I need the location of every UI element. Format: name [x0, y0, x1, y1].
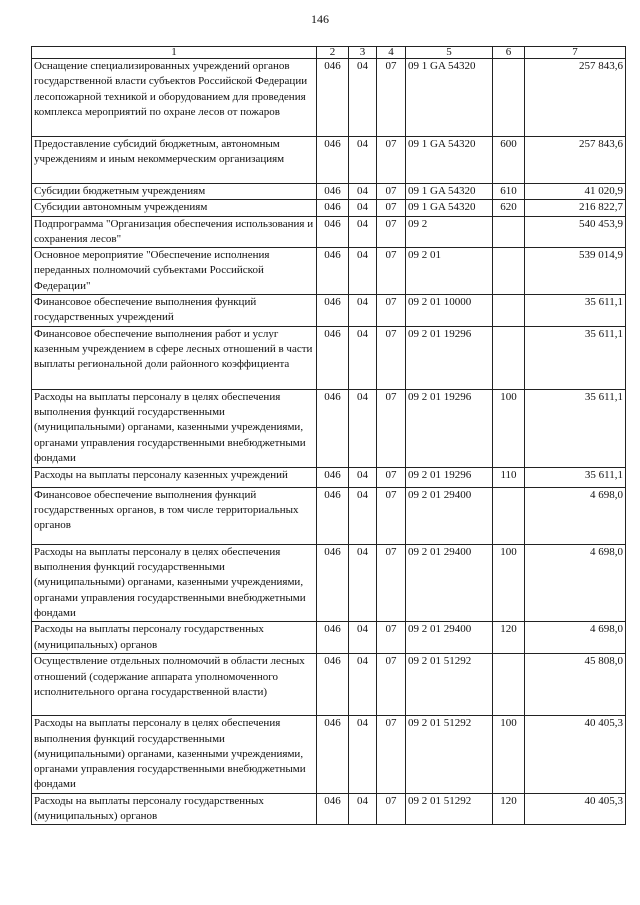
row-name-cell: Предоставление субсидий бюджетным, автономным учреждениям и иным некоммерческим организациям: [32, 137, 317, 184]
row-c4-cell: 07: [377, 793, 406, 825]
row-c6-cell: [493, 654, 525, 716]
row-c6-cell: [493, 326, 525, 389]
row-c3-cell: 04: [349, 622, 377, 654]
row-c2-cell: 046: [317, 389, 349, 467]
row-c6-cell: 620: [493, 200, 525, 216]
row-c2-cell: 046: [317, 200, 349, 216]
row-c3-cell: 04: [349, 793, 377, 825]
row-name-cell: Осуществление отдельных полномочий в области лесных отношений (содержание аппарата уполномоченного исполнительного органа государственной власти): [32, 654, 317, 716]
row-name-cell: Расходы на выплаты персоналу в целях обеспечения выполнения функций государственными (муниципальными) органами, казенными учреждениями, органами управления государственными внебюджетными фондами: [32, 389, 317, 467]
table-body: [32, 59, 626, 825]
row-name-cell: Субсидии бюджетным учреждениям: [32, 184, 317, 200]
row-c5-cell: 09 2 01 10000: [406, 295, 493, 327]
row-c5-cell: 09 1 GA 54320: [406, 200, 493, 216]
row-c5-cell: 09 1 GA 54320: [406, 184, 493, 200]
row-name-cell: Расходы на выплаты персоналу казенных учреждений: [32, 467, 317, 487]
row-c5-cell: 09 2 01 51292: [406, 716, 493, 793]
row-c3-cell: 04: [349, 200, 377, 216]
row-c4-cell: 07: [377, 184, 406, 200]
row-c3-cell: 04: [349, 184, 377, 200]
table-row: [32, 487, 626, 544]
row-c2-cell: 046: [317, 654, 349, 716]
row-c5-cell: 09 2 01 51292: [406, 793, 493, 825]
row-c3-cell: 04: [349, 467, 377, 487]
row-c7-cell: 41 020,9: [525, 184, 626, 200]
row-c7-cell: 45 808,0: [525, 654, 626, 716]
row-c5-cell: 09 2 01 19296: [406, 389, 493, 467]
table-row: [32, 248, 626, 295]
table-row: [32, 467, 626, 487]
row-c3-cell: 04: [349, 295, 377, 327]
page-number: 146: [311, 12, 329, 26]
row-c6-cell: [493, 216, 525, 248]
row-name-cell: Расходы на выплаты персоналу государственных (муниципальных) органов: [32, 622, 317, 654]
row-c3-cell: 04: [349, 654, 377, 716]
row-c2-cell: 046: [317, 326, 349, 389]
row-name-cell: Финансовое обеспечение выполнения функций государственных учреждений: [32, 295, 317, 327]
table-row: [32, 326, 626, 389]
row-name-cell: Основное мероприятие "Обеспечение исполнения переданных полномочий субъектами Российской Федерации": [32, 248, 317, 295]
row-c4-cell: 07: [377, 248, 406, 295]
row-c2-cell: 046: [317, 487, 349, 544]
row-c5-cell: 09 1 GA 54320: [406, 137, 493, 184]
table-row: [32, 184, 626, 200]
header-col-5: 5: [406, 47, 493, 59]
header-col-2: 2: [317, 47, 349, 59]
row-c6-cell: [493, 59, 525, 137]
row-c7-cell: 540 453,9: [525, 216, 626, 248]
table-row: [32, 389, 626, 467]
row-c6-cell: 100: [493, 544, 525, 621]
row-name-cell: Подпрограмма "Организация обеспечения использования и сохранения лесов": [32, 216, 317, 248]
row-c7-cell: 40 405,3: [525, 716, 626, 793]
row-c4-cell: 07: [377, 389, 406, 467]
row-c4-cell: 07: [377, 544, 406, 621]
row-c7-cell: 257 843,6: [525, 59, 626, 137]
row-c2-cell: 046: [317, 544, 349, 621]
row-c6-cell: [493, 248, 525, 295]
header-col-6: 6: [493, 47, 525, 59]
row-c6-cell: [493, 295, 525, 327]
row-c4-cell: 07: [377, 716, 406, 793]
row-c5-cell: 09 2: [406, 216, 493, 248]
row-c7-cell: 35 611,1: [525, 295, 626, 327]
table-row: [32, 654, 626, 716]
header-row: [32, 47, 626, 59]
row-c5-cell: 09 2 01 29400: [406, 544, 493, 621]
row-c3-cell: 04: [349, 137, 377, 184]
row-c2-cell: 046: [317, 467, 349, 487]
row-c4-cell: 07: [377, 295, 406, 327]
row-c4-cell: 07: [377, 326, 406, 389]
row-c2-cell: 046: [317, 248, 349, 295]
row-c4-cell: 07: [377, 216, 406, 248]
row-c5-cell: 09 2 01 29400: [406, 622, 493, 654]
row-name-cell: Оснащение специализированных учреждений органов государственной власти субъектов Российской Федерации лесопожарной техникой и оборудованием для проведения комплекса мероприятий по охране лесов от пожаров: [32, 59, 317, 137]
row-c6-cell: 120: [493, 622, 525, 654]
row-c7-cell: 40 405,3: [525, 793, 626, 825]
row-c5-cell: 09 2 01 19296: [406, 326, 493, 389]
row-c7-cell: 35 611,1: [525, 389, 626, 467]
row-c7-cell: 4 698,0: [525, 487, 626, 544]
table-row: [32, 137, 626, 184]
row-c2-cell: 046: [317, 622, 349, 654]
row-c3-cell: 04: [349, 544, 377, 621]
row-c4-cell: 07: [377, 487, 406, 544]
row-c5-cell: 09 2 01 29400: [406, 487, 493, 544]
row-c3-cell: 04: [349, 326, 377, 389]
row-c3-cell: 04: [349, 487, 377, 544]
row-c7-cell: 35 611,1: [525, 467, 626, 487]
row-c2-cell: 046: [317, 793, 349, 825]
row-c4-cell: 07: [377, 59, 406, 137]
row-c7-cell: 539 014,9: [525, 248, 626, 295]
table-row: [32, 716, 626, 793]
row-c7-cell: 4 698,0: [525, 544, 626, 621]
row-c6-cell: [493, 487, 525, 544]
row-c2-cell: 046: [317, 184, 349, 200]
table-row: [32, 216, 626, 248]
table-row: [32, 622, 626, 654]
row-c6-cell: 100: [493, 389, 525, 467]
row-c7-cell: 257 843,6: [525, 137, 626, 184]
row-c2-cell: 046: [317, 137, 349, 184]
row-c6-cell: 110: [493, 467, 525, 487]
row-c7-cell: 35 611,1: [525, 326, 626, 389]
header-col-1: 1: [32, 47, 317, 59]
row-name-cell: Субсидии автономным учреждениям: [32, 200, 317, 216]
row-c6-cell: 120: [493, 793, 525, 825]
row-c4-cell: 07: [377, 654, 406, 716]
table-row: [32, 200, 626, 216]
header-col-4: 4: [377, 47, 406, 59]
row-c2-cell: 046: [317, 716, 349, 793]
row-c7-cell: 4 698,0: [525, 622, 626, 654]
row-c4-cell: 07: [377, 200, 406, 216]
table-row: [32, 544, 626, 621]
row-name-cell: Расходы на выплаты персоналу государственных (муниципальных) органов: [32, 793, 317, 825]
table-row: [32, 793, 626, 825]
row-c3-cell: 04: [349, 389, 377, 467]
row-c5-cell: 09 1 GA 54320: [406, 59, 493, 137]
table-row: [32, 295, 626, 327]
row-c4-cell: 07: [377, 137, 406, 184]
row-name-cell: Финансовое обеспечение выполнения функций государственных органов, в том числе территориальных органов: [32, 487, 317, 544]
row-c5-cell: 09 2 01 51292: [406, 654, 493, 716]
row-name-cell: Финансовое обеспечение выполнения работ и услуг казенным учреждением в сфере лесных отношений в части выплаты региональной доли районного коэффициента: [32, 326, 317, 389]
budget-table: [31, 46, 626, 825]
row-c7-cell: 216 822,7: [525, 200, 626, 216]
row-name-cell: Расходы на выплаты персоналу в целях обеспечения выполнения функций государственными (муниципальными) органами, казенными учреждениями, органами управления государственными внебюджетными фондами: [32, 716, 317, 793]
row-name-cell: Расходы на выплаты персоналу в целях обеспечения выполнения функций государственными (муниципальными) органами, казенными учреждениями, органами управления государственными внебюджетными фондами: [32, 544, 317, 621]
row-c5-cell: 09 2 01 19296: [406, 467, 493, 487]
row-c3-cell: 04: [349, 216, 377, 248]
row-c2-cell: 046: [317, 59, 349, 137]
header-col-3: 3: [349, 47, 377, 59]
row-c2-cell: 046: [317, 216, 349, 248]
row-c6-cell: 100: [493, 716, 525, 793]
row-c3-cell: 04: [349, 248, 377, 295]
row-c5-cell: 09 2 01: [406, 248, 493, 295]
header-col-7: 7: [525, 47, 626, 59]
row-c2-cell: 046: [317, 295, 349, 327]
row-c3-cell: 04: [349, 716, 377, 793]
row-c6-cell: 610: [493, 184, 525, 200]
row-c3-cell: 04: [349, 59, 377, 137]
table-row: [32, 59, 626, 137]
row-c6-cell: 600: [493, 137, 525, 184]
row-c4-cell: 07: [377, 622, 406, 654]
row-c4-cell: 07: [377, 467, 406, 487]
